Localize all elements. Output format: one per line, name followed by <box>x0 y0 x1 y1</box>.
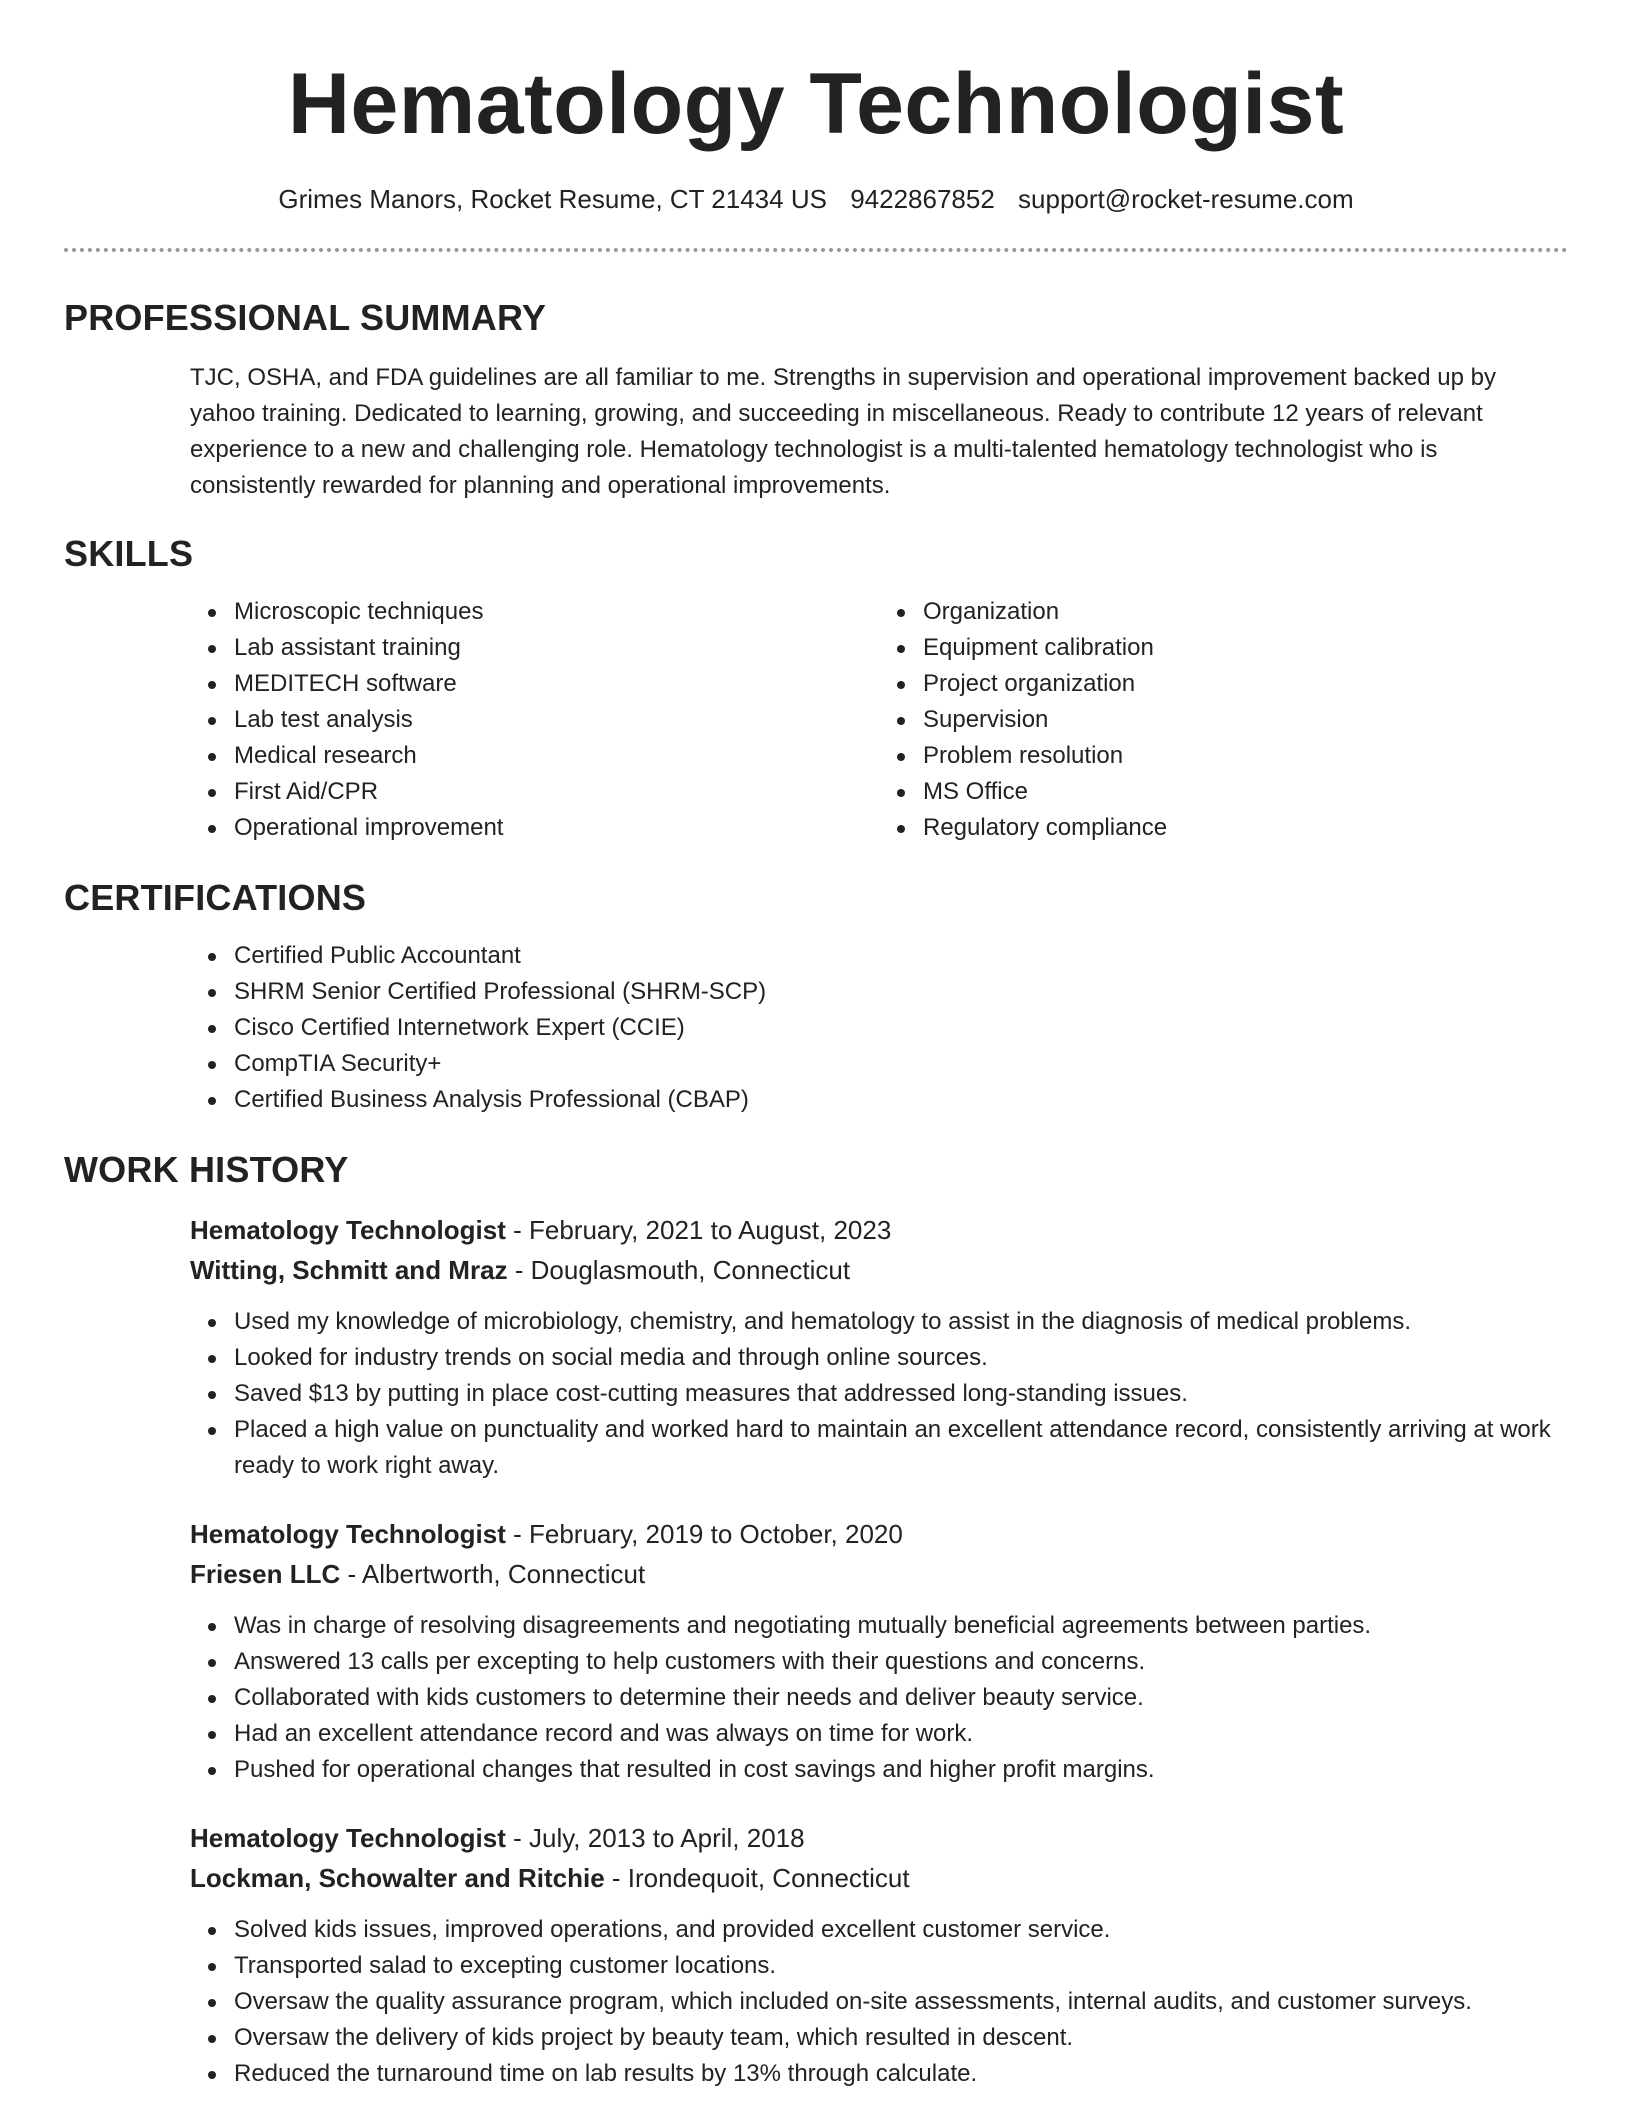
job-bullet: Reduced the turnaround time on lab results by 13% through calculate. <box>234 2056 1568 2092</box>
contact-address: Grimes Manors, Rocket Resume, CT 21434 US <box>278 184 827 214</box>
skill-item: Microscopic techniques <box>234 594 879 630</box>
job-bullet: Transported salad to excepting customer locations. <box>234 1948 1568 1984</box>
job-bullet: Had an excellent attendance record and was always on time for work. <box>234 1716 1568 1752</box>
job-entry <box>190 1210 1568 1484</box>
skill-item: MS Office <box>923 774 1568 810</box>
skill-item: Medical research <box>234 738 879 774</box>
job-entry <box>190 1514 1568 1788</box>
job-role: Hematology Technologist <box>190 1215 506 1245</box>
skill-item: Lab test analysis <box>234 702 879 738</box>
job-dates: - February, 2019 to October, 2020 <box>505 1519 903 1549</box>
job-bullet: Pushed for operational changes that resulted in cost savings and higher profit margins. <box>234 1752 1568 1788</box>
certification-item: Cisco Certified Internetwork Expert (CCIE) <box>234 1010 1568 1046</box>
skill-item: Operational improvement <box>234 810 879 846</box>
job-title-line <box>190 1818 1568 1858</box>
job-bullet: Answered 13 calls per excepting to help customers with their questions and concerns. <box>234 1644 1568 1680</box>
certification-item: Certified Business Analysis Professional (CBAP) <box>234 1082 1568 1118</box>
job-location: - Albertworth, Connecticut <box>340 1559 646 1589</box>
job-bullet: Collaborated with kids customers to determine their needs and deliver beauty service. <box>234 1680 1568 1716</box>
job-company: Witting, Schmitt and Mraz <box>190 1255 508 1285</box>
job-company: Lockman, Schowalter and Ritchie <box>190 1863 605 1893</box>
skill-item: Supervision <box>923 702 1568 738</box>
skills-heading: SKILLS <box>64 533 194 574</box>
job-dates: - July, 2013 to April, 2018 <box>505 1823 805 1853</box>
job-location: - Irondequoit, Connecticut <box>604 1863 910 1893</box>
job-company-line <box>190 1858 1568 1898</box>
job-bullet: Looked for industry trends on social media and through online sources. <box>234 1340 1568 1376</box>
skill-item: MEDITECH software <box>234 666 879 702</box>
job-bullet: Oversaw the delivery of kids project by beauty team, which resulted in descent. <box>234 2020 1568 2056</box>
skills-list-left <box>190 594 879 846</box>
job-company: Friesen LLC <box>190 1559 341 1589</box>
certification-item: CompTIA Security+ <box>234 1046 1568 1082</box>
skill-item: Regulatory compliance <box>923 810 1568 846</box>
skill-item: Equipment calibration <box>923 630 1568 666</box>
job-dates: - February, 2021 to August, 2023 <box>505 1215 892 1245</box>
job-bullet: Was in charge of resolving disagreements and negotiating mutually beneficial agreements between parties. <box>234 1608 1568 1644</box>
job-company-line <box>190 1250 1568 1290</box>
job-bullets <box>190 1912 1568 2092</box>
skills-list-right <box>879 594 1568 846</box>
contact-email: support@rocket-resume.com <box>1018 184 1354 214</box>
skill-item: Lab assistant training <box>234 630 879 666</box>
job-bullet: Solved kids issues, improved operations, and provided excellent customer service. <box>234 1912 1568 1948</box>
job-bullet: Oversaw the quality assurance program, which included on-site assessments, internal audits, and customer surveys. <box>234 1984 1568 2020</box>
work-history-heading: WORK HISTORY <box>64 1149 349 1190</box>
job-role: Hematology Technologist <box>190 1519 506 1549</box>
job-role: Hematology Technologist <box>190 1823 506 1853</box>
certifications-list <box>190 938 1568 1118</box>
certifications-heading: CERTIFICATIONS <box>64 877 367 918</box>
skill-item: Organization <box>923 594 1568 630</box>
contact-phone: 9422867852 <box>850 184 995 214</box>
summary-text: TJC, OSHA, and FDA guidelines are all familiar to me. Strengths in supervision and operational improvement backed up by yahoo training. Dedicated to learning, growing, and succeeding in miscellaneous. Ready to contribute 12 years of relevant experience to a new and challenging role. Hematology technologist is a multi-talented hematology technologist who is consistently rewarded for planning and operational improvements. <box>190 364 1496 499</box>
candidate-name: Hematology Technologist <box>287 56 1345 152</box>
skill-item: First Aid/CPR <box>234 774 879 810</box>
job-entry <box>190 1818 1568 2092</box>
job-bullet: Saved $13 by putting in place cost-cutting measures that addressed long-standing issues. <box>234 1376 1568 1412</box>
skill-item: Project organization <box>923 666 1568 702</box>
header-divider <box>64 248 1568 252</box>
job-bullets <box>190 1304 1568 1484</box>
summary-heading: PROFESSIONAL SUMMARY <box>64 297 547 338</box>
certification-item: SHRM Senior Certified Professional (SHRM-SCP) <box>234 974 1568 1010</box>
skills-columns <box>190 594 1568 846</box>
job-title-line <box>190 1210 1568 1250</box>
job-bullet: Placed a high value on punctuality and worked hard to maintain an excellent attendance record, consistently arriving at work ready to work right away. <box>234 1412 1568 1484</box>
job-bullet: Used my knowledge of microbiology, chemistry, and hematology to assist in the diagnosis of medical problems. <box>234 1304 1568 1340</box>
job-company-line <box>190 1554 1568 1594</box>
job-location: - Douglasmouth, Connecticut <box>507 1255 851 1285</box>
skill-item: Problem resolution <box>923 738 1568 774</box>
certification-item: Certified Public Accountant <box>234 938 1568 974</box>
contact-line <box>64 182 1568 216</box>
job-title-line <box>190 1514 1568 1554</box>
job-bullets <box>190 1608 1568 1788</box>
